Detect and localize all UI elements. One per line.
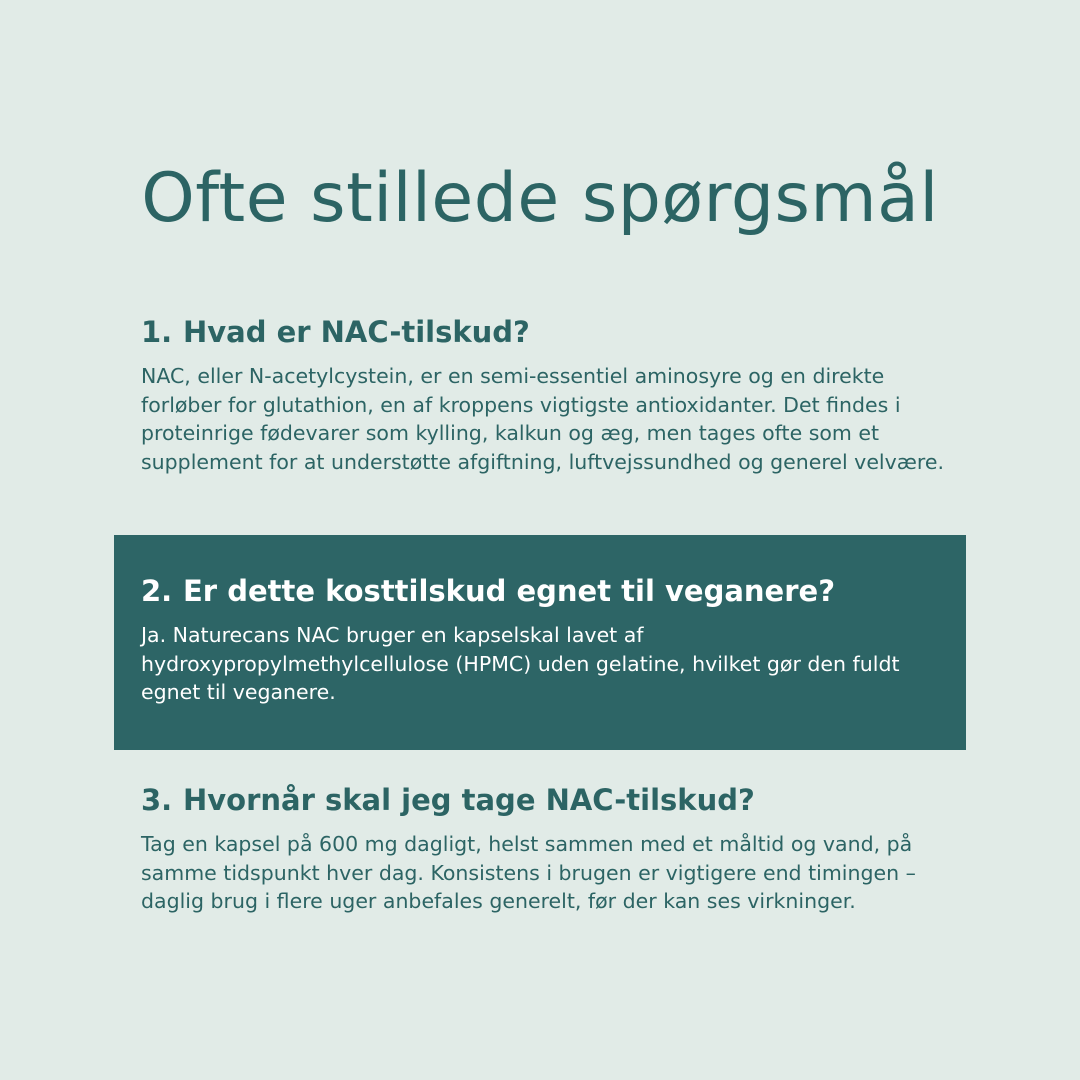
faq-answer-2: Ja. Naturecans NAC bruger en kapselskal lavet af hydroxypropylmethylcellulose (HPMC) uden gelatine, hvilket gør den fuldt egnet til veganere.	[141, 623, 900, 704]
faq-number-3: 3.	[141, 783, 173, 817]
faq-question-3	[141, 780, 971, 820]
page-title: Ofte stillede spørgsmål	[141, 159, 939, 238]
faq-answer-1: NAC, eller N-acetylcystein, er en semi-essentiel aminosyre og en direkte forløber for glutathion, en af kroppens vigtigste antioxidanter. Det findes i proteinrige fødevarer som kylling, kalkun og æg, men tages ofte som et supplement for at understøtte afgiftning, luftvejssundhed og generel velvære.	[141, 364, 944, 474]
faq-item-1	[141, 312, 971, 476]
faq-question-text-3: Hvornår skal jeg tage NAC-tilskud?	[183, 783, 755, 817]
faq-item-3	[141, 780, 971, 916]
faq-question-text-1: Hvad er NAC-tilskud?	[183, 315, 530, 349]
faq-answer-3: Tag en kapsel på 600 mg dagligt, helst sammen med et måltid og vand, på samme tidspunkt hver dag. Konsistens i brugen er vigtigere end timingen – daglig brug i flere uger anbefales generelt, før der kan ses virkninger.	[141, 832, 916, 913]
faq-item-2-highlighted	[114, 535, 966, 750]
faq-question-2	[141, 571, 946, 611]
faq-number-1: 1.	[141, 315, 173, 349]
faq-number-2: 2.	[141, 574, 173, 608]
faq-question-text-2: Er dette kosttilskud egnet til veganere?	[183, 574, 836, 608]
faq-question-1	[141, 312, 971, 352]
